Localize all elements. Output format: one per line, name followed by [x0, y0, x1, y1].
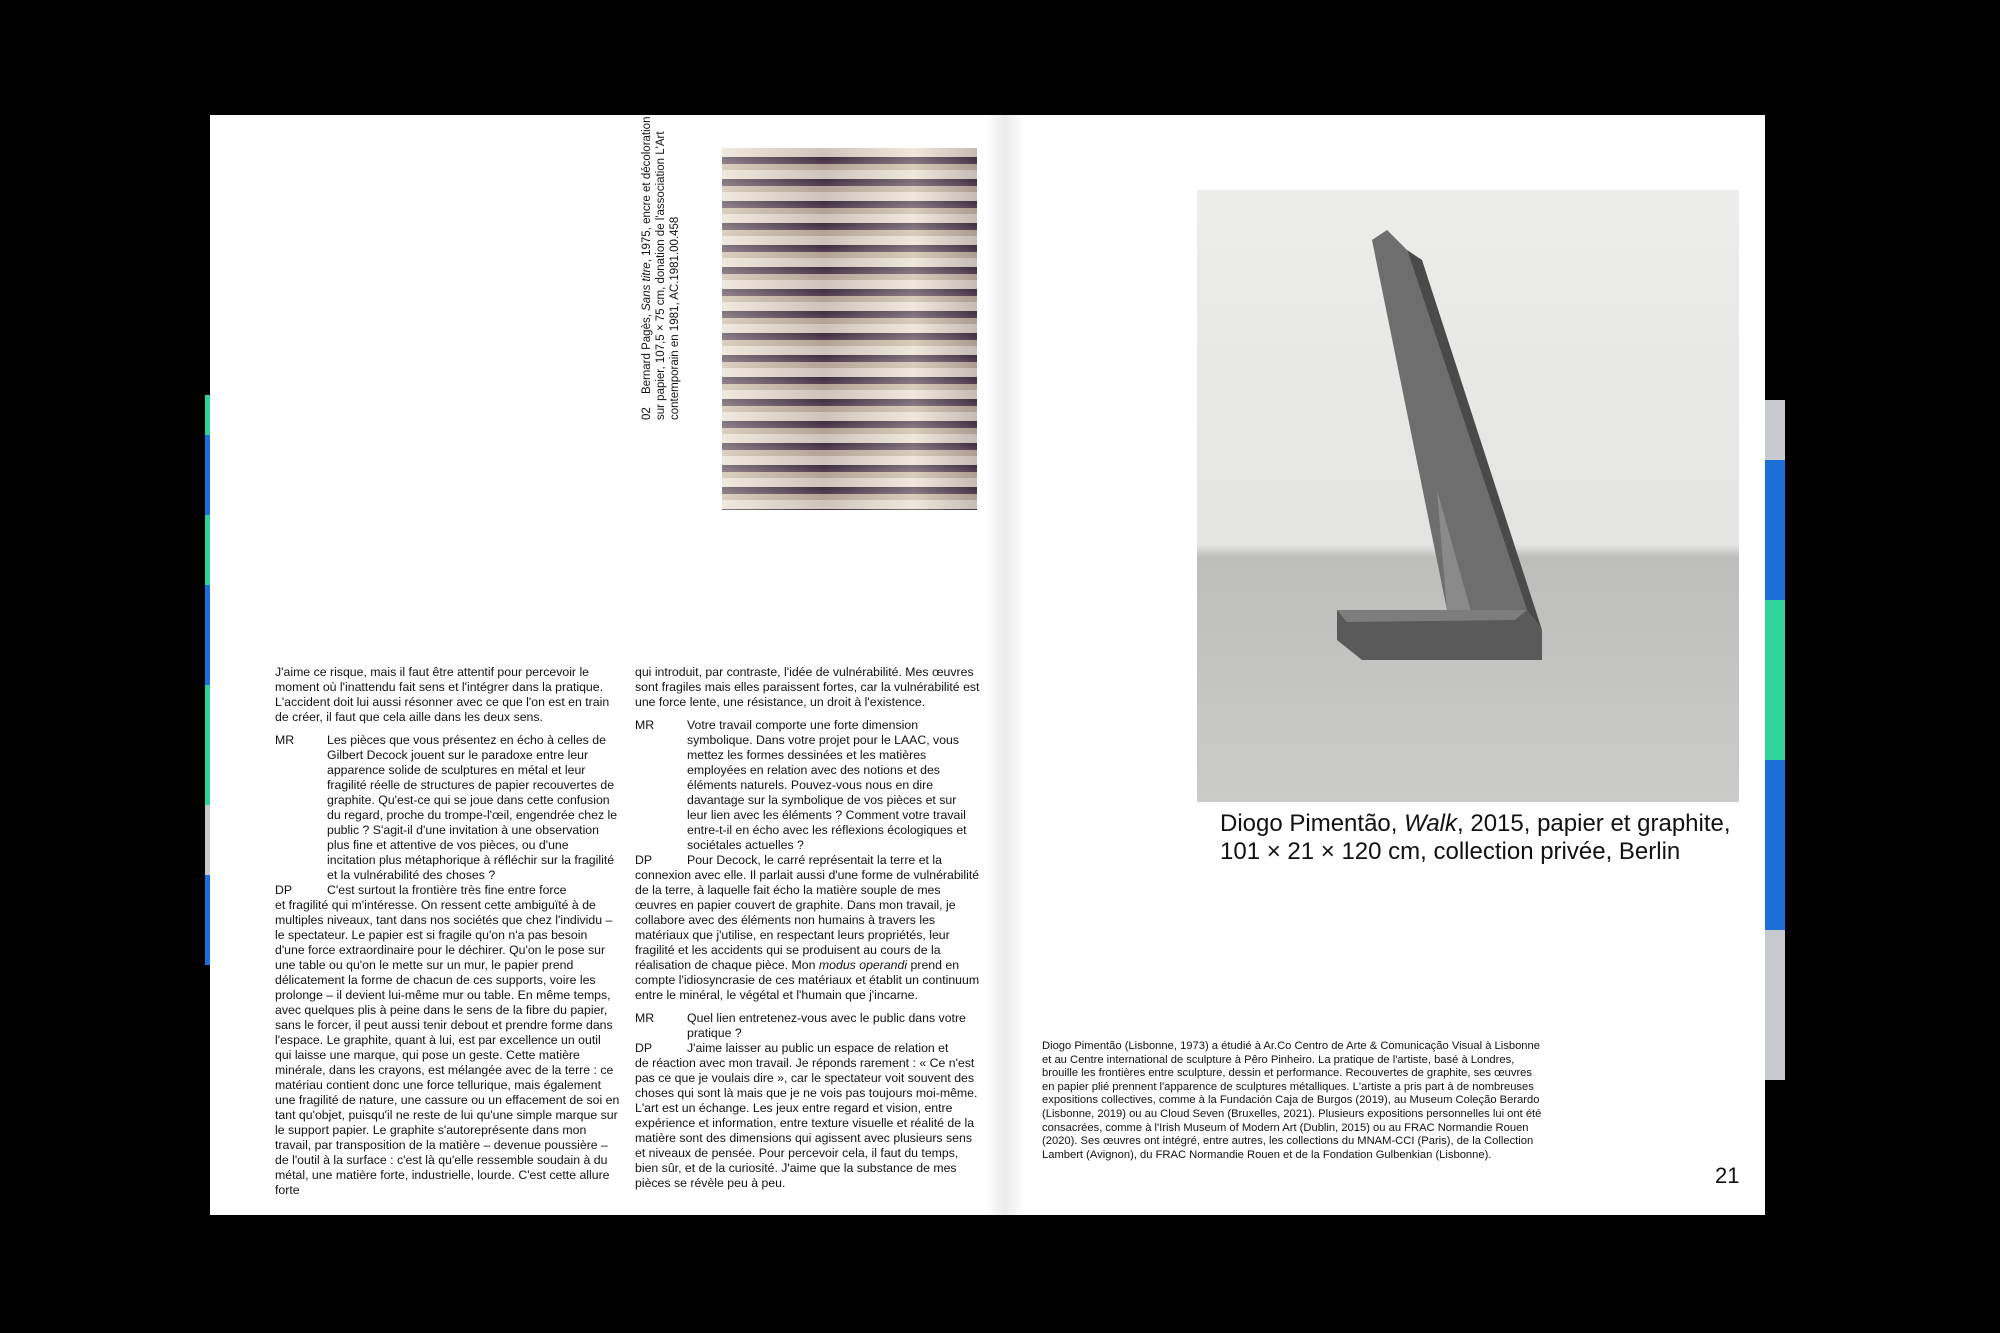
sculpture-shape	[1197, 190, 1739, 802]
answer-text: et fragilité qui m'intéresse. On ressent cette ambiguïté à de multiples niveaux, tant dans nos sociétés que chez l'individu – le spectateur. Le papier est si fragile qu'on n'a pas besoin d'une force extraordinaire pour le déchirer. Qu'on le pose sur une table ou qu'on le mette sur un mur, le papier prend délicatement la forme de chacun de ces supports, voire les prolonge – il devient lui-même mur ou table. En même temps, avec quelques plis à peine dans le sens de la fibre du papier, sans le forcer, il peut aussi tenir debout et prendre forme dans l'espace. Le graphite, quant à lui, est par excellence un outil qui laisse une marque, qui pose un geste. Cette matière minérale, dans les crayons, est mélangée avec de la terre : ce matériau contient donc une force tellurique, mais également une fragilité de nature, une cassure ou un effacement de soi en tant qu'objet, puisqu'il ne reste de lui qu'une simple marque sur le support papier. Le graphite s'autoreprésente dans mon travail, par transposition de la matière – devenue poussière – de l'outil à la surface : c'est là qu'elle ressemble soudain à du métal, une matière forte, industrielle, lourde. C'est cette allure forte	[275, 898, 620, 1197]
answer-text: de réaction avec mon travail. Je réponds rarement : « Ce n'est pas ce que je voulais dire », car le spectateur voit souvent des choses qui sont là mais que je ne vois pas toujours moi-même. L'art est un échange. Les jeux entre regard et vision, entre expérience et information, entre texture visuelle et réalité de la matière sont des dimensions qui agissent avec plusieurs sens et niveaux de pensée. Pour percevoir cela, il faut du temps, bien sûr, et de la curiosité. J'aime que la substance de mes pièces se révèle peu à peu.	[635, 1056, 978, 1190]
text-column-left	[275, 665, 620, 1198]
question-2	[635, 718, 980, 853]
answer-2	[635, 853, 980, 868]
caption-details: , 1975, encre et décoloration sur papier, 107,5 × 75 cm, donation de l'association L'Art contemporain en 1981, AC.1981.00.458	[641, 116, 681, 420]
answer-first-line: Pour Decock, le carré représentait la terre et la	[687, 853, 942, 867]
caption-title: Sans titre	[641, 262, 653, 311]
page-number: 21	[1715, 1163, 1740, 1188]
speaker-label: DP	[635, 853, 653, 867]
spine-shadow	[985, 115, 1025, 1215]
question-3	[635, 1011, 980, 1041]
question-text: Les pièces que vous présentez en écho à celles de Gilbert Decock jouent sur le paradoxe entre leur apparence solide de sculptures en métal et leur fragilité réelle de structures de papier recouvertes de graphite. Qu'est-ce qui se joue dans cette confusion du regard, proche du trompe-l'œil, engendrée chez le public ? S'agit-il d'une invitation à une observation plus fine et attentive de vos pièces, ou d'une incitation plus métaphorique à réfléchir sur la fragilité et la vulnérabilité des choses ?	[327, 733, 618, 882]
text-column-right	[635, 665, 980, 1191]
intro-paragraph: J'aime ce risque, mais il faut être attentif pour percevoir le moment où l'inattendu fait sens et l'intégrer dans la pratique. L'accident doit lui aussi résonner avec ce que l'on est en train de créer, il faut que cela aille dans les deux sens.	[275, 665, 610, 724]
caption-details: , 2015, papier et graphite, 101 × 21 × 120 cm, collection privée, Berlin	[1220, 810, 1731, 865]
question-text: Votre travail comporte une forte dimension symbolique. Dans votre projet pour le LAAC, vous mettez les formes dessinées et les matières employées en relation avec des notions et des éléments naturels. Pouvez-vous nous en dire davantage sur la symbolique de vos pièces et sur leur lien avec les éléments ? Comment votre travail entre-t-il en écho avec les réflexions écologiques et sociétales actuelles ?	[687, 718, 967, 852]
painting-image	[722, 148, 977, 510]
question-text: Quel lien entretenez-vous avec le public dans votre pratique ?	[687, 1011, 966, 1040]
speaker-label: MR	[635, 1011, 655, 1025]
image-caption	[1220, 810, 1750, 866]
caption-artist: Diogo Pimentão,	[1220, 810, 1398, 837]
answer-first-line: C'est surtout la frontière très fine entre force	[327, 883, 567, 897]
answer-3	[635, 1041, 980, 1056]
vertical-caption	[640, 100, 682, 420]
speaker-label: MR	[635, 718, 655, 732]
answer-text-part: prend en compte l'idiosyncrasie de ces matériaux et établit un continuum entre le minéral, le végétal et l'humain que j'incarne.	[635, 958, 980, 1002]
caption-artist: Bernard Pagès,	[641, 314, 653, 394]
caption-number: 02	[641, 407, 653, 420]
intro-paragraph: qui introduit, par contraste, l'idée de vulnérabilité. Mes œuvres sont fragiles mais elles paraissent fortes, car la vulnérabilité est une force lente, une résistance, un droit à l'existence.	[635, 665, 980, 709]
answer-first-line: J'aime laisser au public un espace de relation et	[687, 1041, 949, 1055]
answer-1	[275, 883, 620, 898]
speaker-label: MR	[275, 733, 295, 747]
question-1	[275, 733, 620, 883]
caption-title: Walk	[1404, 810, 1458, 837]
speaker-label: DP	[275, 883, 293, 897]
answer-italic: modus operandi	[818, 958, 908, 972]
answer-text-part: connexion avec elle. Il parlait aussi d'une forme de vulnérabilité de la terre, à laquelle fait écho la matière souple de mes œuvres en papier couvert de graphite. Dans mon travail, je collabore avec des éléments non humains à travers les matériaux que j'utilise, en respectant leurs propriétés, leur fragilité et les accidents qui se produisent au cours de la réalisation de chaque pièce. Mon	[635, 868, 980, 972]
speaker-label: DP	[635, 1041, 653, 1055]
sculpture-photo	[1197, 190, 1739, 802]
answer-text	[635, 868, 980, 1003]
right-edge-stripes	[1765, 400, 1785, 1080]
artist-bio: Diogo Pimentão (Lisbonne, 1973) a étudié à Ar.Co Centro de Arte & Comunicação Visual à Lisbonne et au Centre international de sculpture à Pêro Pinheiro. La pratique de l'artiste, basé à Londres, brouille les frontières entre sculpture, dessin et performance. Recouvertes de graphite, ses œuvres en papier plié prennent l'apparence de sculptures métalliques. L'artiste a pris part à de nombreuses expositions collectives, comme à la Fundación Caja de Burgos (2019), au Museum Coleção Berardo (Lisbonne, 2019) ou au Cloud Seven (Bruxelles, 2021). Plusieurs expositions personnelles lui ont été consacrées, comme à l'Irish Museum of Modern Art (Dublin, 2015) ou au FRAC Normandie Rouen (2020). Ses œuvres ont intégré, entre autres, les collections du MNAM-CCI (Paris), de la Collection Lambert (Avignon), du FRAC Normandie Rouen et de la Fondation Gulbenkian (Lisbonne).	[1042, 1040, 1542, 1161]
